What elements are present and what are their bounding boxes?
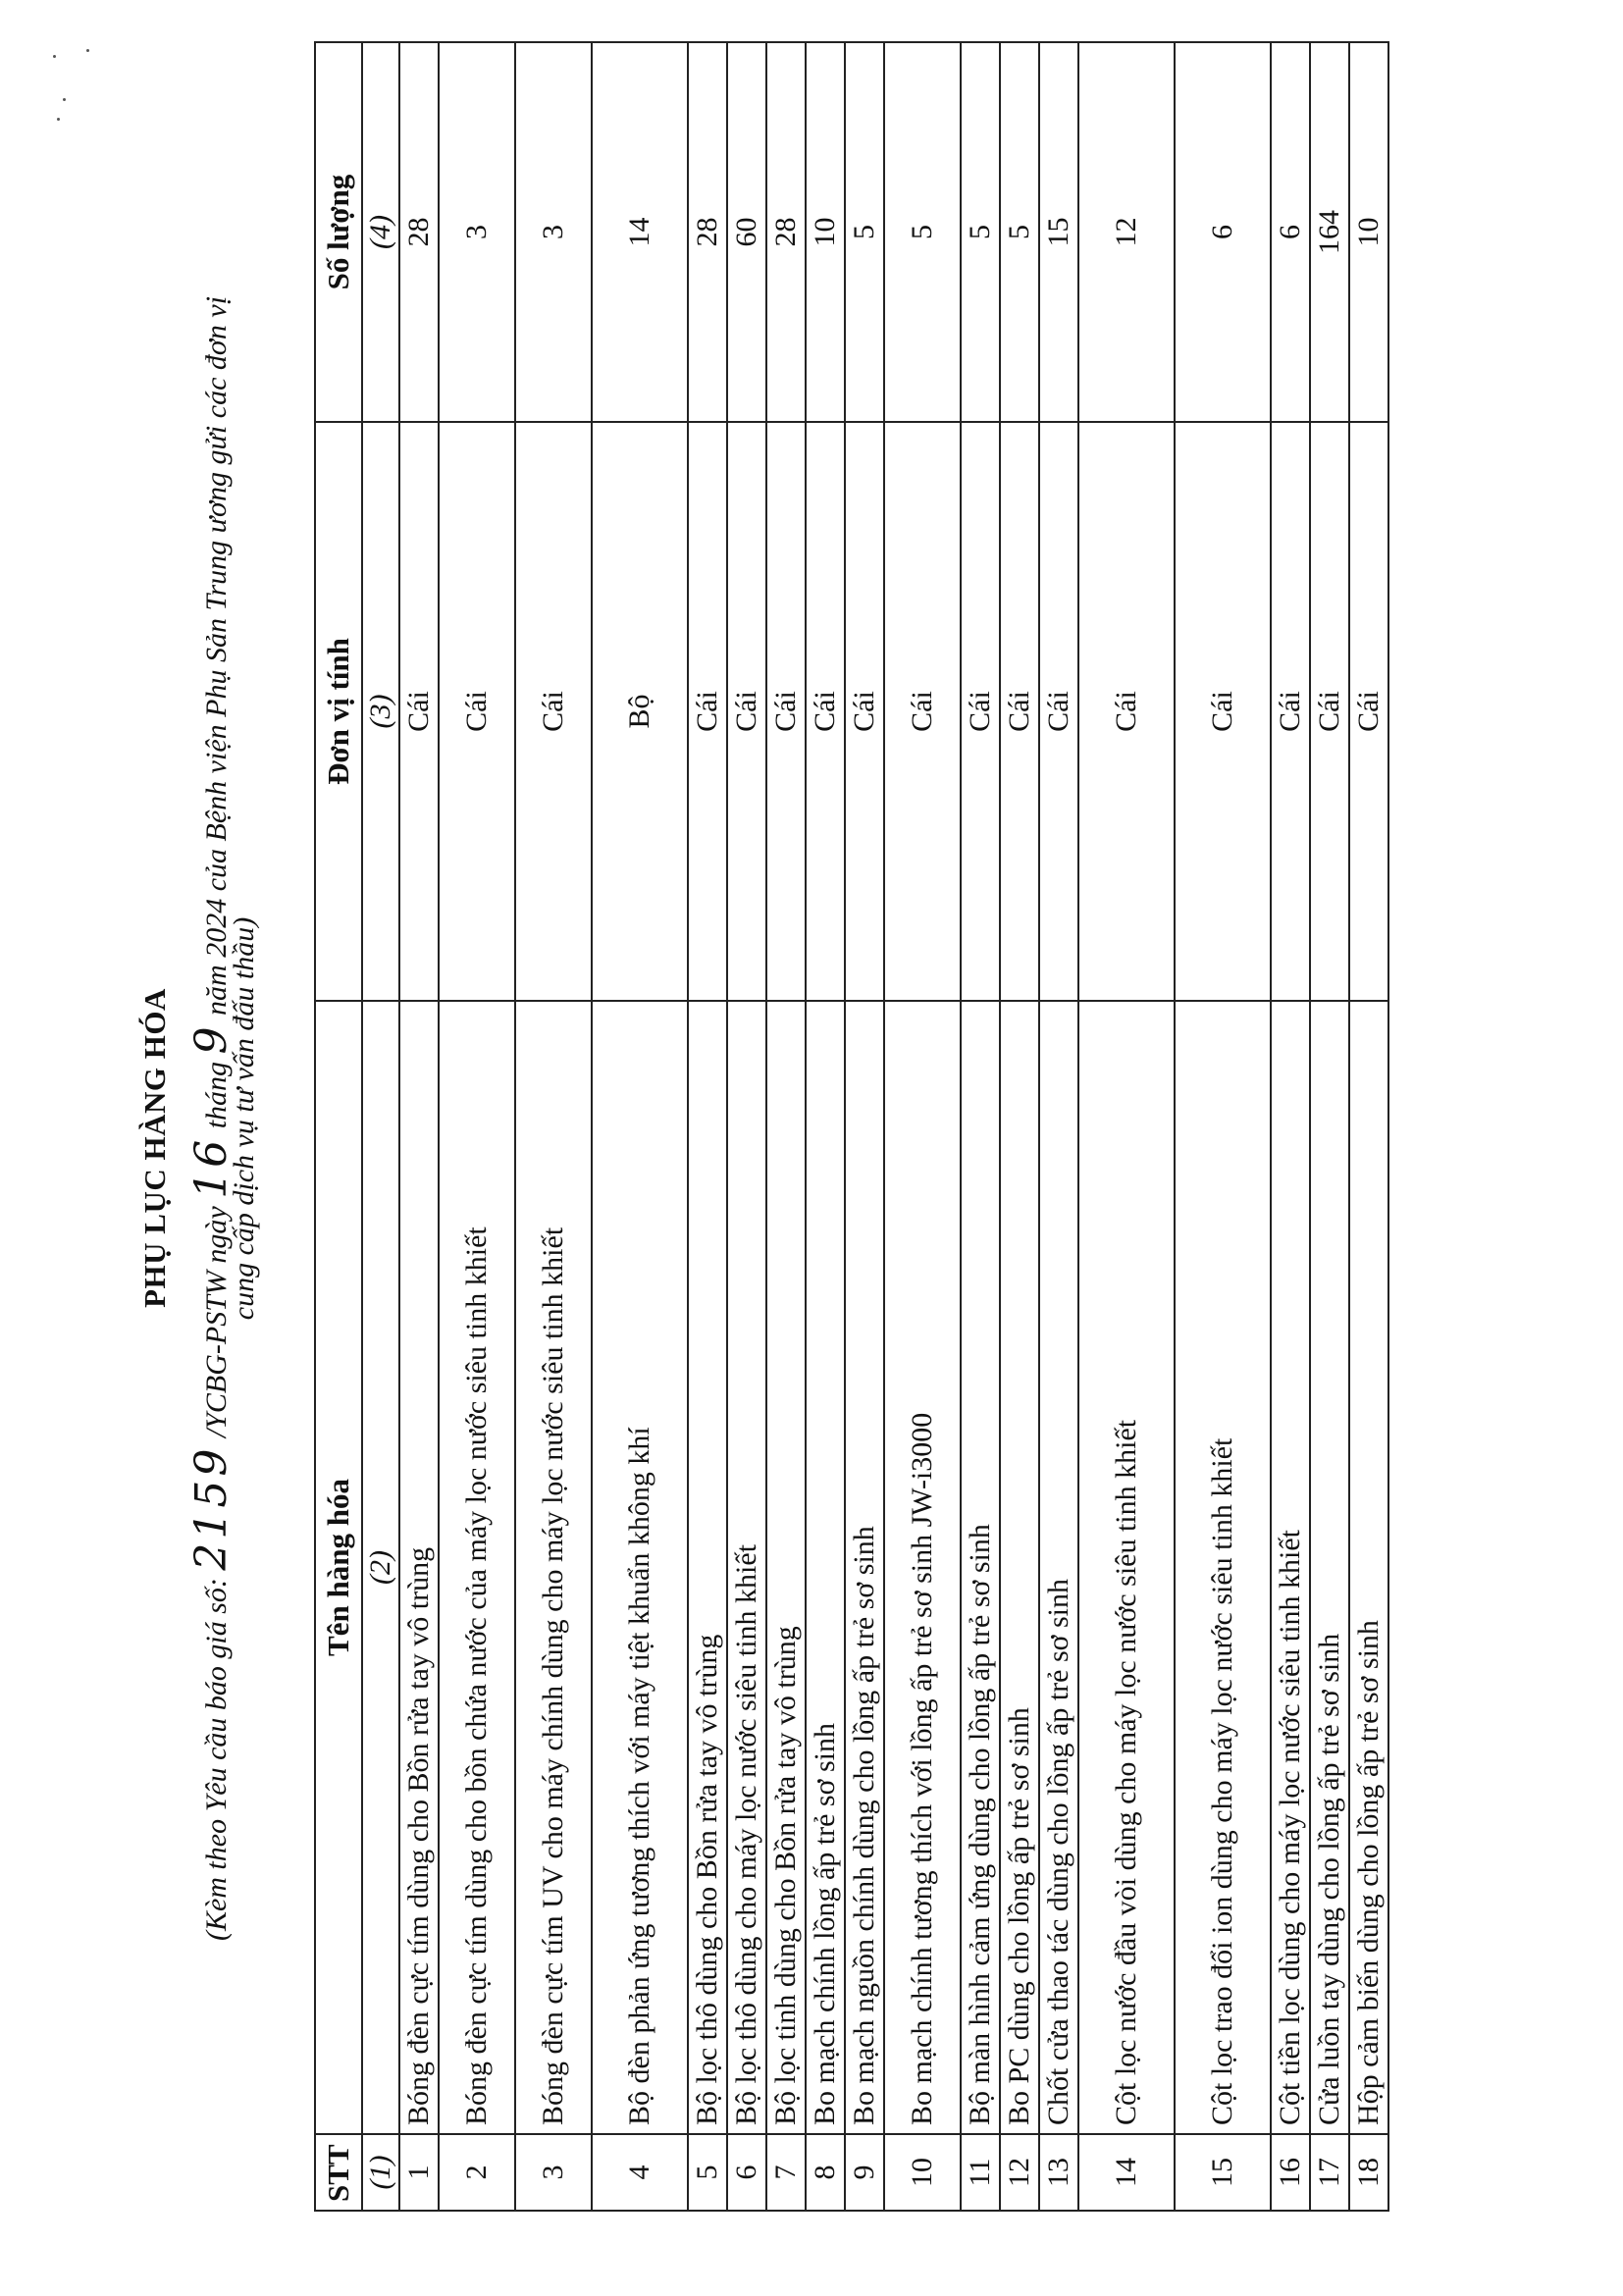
row-stt: 9 <box>845 2134 884 2211</box>
subtitle-mid-2: tháng <box>200 1061 233 1129</box>
row-unit: Cái <box>1039 422 1078 1001</box>
row-qty: 10 <box>806 42 845 422</box>
row-unit: Cái <box>1078 422 1175 1001</box>
row-unit: Cái <box>806 422 845 1001</box>
row-name: Bóng đèn cực tím dùng cho Bồn rửa tay vô trùng <box>399 1001 439 2134</box>
row-unit: Cái <box>688 422 727 1001</box>
row-name: Bộ lọc tinh dùng cho Bồn rửa tay vô trùng <box>766 1001 806 2134</box>
quote-number: 2159 <box>186 1444 236 1571</box>
table-row <box>399 42 439 2211</box>
table-row <box>806 42 845 2211</box>
row-name: Cửa luồn tay dùng cho lồng ấp trẻ sơ sinh <box>1310 1001 1349 2134</box>
row-stt: 16 <box>1271 2134 1310 2211</box>
row-unit: Cái <box>1271 422 1310 1001</box>
row-qty: 28 <box>399 42 439 422</box>
row-name: Bóng đèn cực tím UV cho máy chính dùng cho máy lọc nước siêu tinh khiết <box>515 1001 592 2134</box>
row-stt: 17 <box>1310 2134 1349 2211</box>
row-qty: 60 <box>727 42 766 422</box>
row-stt: 2 <box>439 2134 515 2211</box>
row-qty: 15 <box>1039 42 1078 422</box>
row-name: Bộ màn hình cảm ứng dùng cho lồng ấp trẻ sơ sinh <box>961 1001 1000 2134</box>
header-number-3: (3) <box>362 422 399 1001</box>
row-stt: 12 <box>1000 2134 1039 2211</box>
header-number-2: (2) <box>362 1001 399 2134</box>
header-qty: Số lượng <box>315 42 362 422</box>
row-name: Bộ lọc thô dùng cho máy lọc nước siêu tinh khiết <box>727 1001 766 2134</box>
row-unit: Cái <box>399 422 439 1001</box>
header-number-4: (4) <box>362 42 399 422</box>
row-unit: Cái <box>961 422 1000 1001</box>
table-row <box>1271 42 1310 2211</box>
subtitle-line-2: cung cấp dịch vụ tư vấn đấu thầu) <box>228 916 260 1321</box>
table-row <box>727 42 766 2211</box>
row-qty: 5 <box>845 42 884 422</box>
row-name: Cột tiền lọc dùng cho máy lọc nước siêu tinh khiết <box>1271 1001 1310 2134</box>
row-name: Bộ lọc thô dùng cho Bồn rửa tay vô trùng <box>688 1001 727 2134</box>
row-name: Bộ đèn phản ứng tương thích với máy tiệt khuẩn không khí <box>592 1001 688 2134</box>
row-qty: 6 <box>1271 42 1310 422</box>
quote-month: 9 <box>186 1022 236 1055</box>
row-qty: 164 <box>1310 42 1349 422</box>
row-stt: 15 <box>1175 2134 1271 2211</box>
row-name: Bo mạch nguồn chính dùng cho lồng ấp trẻ sơ sinh <box>845 1001 884 2134</box>
row-stt: 5 <box>688 2134 727 2211</box>
table-row <box>884 42 961 2211</box>
row-stt: 13 <box>1039 2134 1078 2211</box>
table-row <box>1349 42 1388 2211</box>
row-stt: 7 <box>766 2134 806 2211</box>
row-unit: Cái <box>845 422 884 1001</box>
table-row <box>515 42 592 2211</box>
row-stt: 11 <box>961 2134 1000 2211</box>
table-row <box>1175 42 1271 2211</box>
header-name: Tên hàng hóa <box>315 1001 362 2134</box>
row-unit: Bộ <box>592 422 688 1001</box>
row-qty: 3 <box>439 42 515 422</box>
row-qty: 12 <box>1078 42 1175 422</box>
table-row <box>688 42 727 2211</box>
row-name: Cột lọc trao đổi ion dùng cho máy lọc nước siêu tinh khiết <box>1175 1001 1271 2134</box>
row-unit: Cái <box>515 422 592 1001</box>
row-unit: Cái <box>1000 422 1039 1001</box>
table-row <box>961 42 1000 2211</box>
page-title: PHỤ LỤC HÀNG HÓA <box>137 988 172 1308</box>
subtitle-suffix: năm 2024 của Bệnh viện Phụ Sản Trung ương gửi các đơn vị <box>200 295 233 1016</box>
row-stt: 3 <box>515 2134 592 2211</box>
row-stt: 10 <box>884 2134 961 2211</box>
subtitle-mid-1: /YCBG-PSTW ngày <box>200 1206 233 1438</box>
row-unit: Cái <box>884 422 961 1001</box>
row-unit: Cái <box>1175 422 1271 1001</box>
header-unit: Đơn vị tính <box>315 422 362 1001</box>
row-qty: 5 <box>884 42 961 422</box>
row-stt: 18 <box>1349 2134 1388 2211</box>
header-stt: STT <box>315 2134 362 2211</box>
row-stt: 14 <box>1078 2134 1175 2211</box>
row-qty: 14 <box>592 42 688 422</box>
row-name: Chốt cửa thao tác dùng cho lồng ấp trẻ sơ sinh <box>1039 1001 1078 2134</box>
row-stt: 1 <box>399 2134 439 2211</box>
row-name: Bo PC dùng cho lồng ấp trẻ sơ sinh <box>1000 1001 1039 2134</box>
row-unit: Cái <box>766 422 806 1001</box>
table-row <box>1039 42 1078 2211</box>
row-qty: 28 <box>688 42 727 422</box>
table-row <box>1078 42 1175 2211</box>
row-qty: 3 <box>515 42 592 422</box>
row-unit: Cái <box>1349 422 1388 1001</box>
table-row <box>845 42 884 2211</box>
quote-day: 16 <box>186 1135 236 1199</box>
row-unit: Cái <box>1310 422 1349 1001</box>
goods-table <box>314 41 1389 2212</box>
row-stt: 6 <box>727 2134 766 2211</box>
row-qty: 10 <box>1349 42 1388 422</box>
row-name: Bo mạch chính tương thích với lồng ấp trẻ sơ sinh JW-i3000 <box>884 1001 961 2134</box>
row-qty: 6 <box>1175 42 1271 422</box>
table-row <box>439 42 515 2211</box>
table-row <box>1310 42 1349 2211</box>
row-unit: Cái <box>727 422 766 1001</box>
row-name: Hộp cảm biến dùng cho lồng ấp trẻ sơ sinh <box>1349 1001 1388 2134</box>
row-qty: 5 <box>961 42 1000 422</box>
header-number-1: (1) <box>362 2134 399 2211</box>
row-unit: Cái <box>439 422 515 1001</box>
table-row <box>592 42 688 2211</box>
table-row <box>766 42 806 2211</box>
row-stt: 8 <box>806 2134 845 2211</box>
row-stt: 4 <box>592 2134 688 2211</box>
table-row <box>1000 42 1039 2211</box>
row-name: Bo mạch chính lồng ấp trẻ sơ sinh <box>806 1001 845 2134</box>
row-name: Cột lọc nước đầu vòi dùng cho máy lọc nước siêu tinh khiết <box>1078 1001 1175 2134</box>
row-qty: 28 <box>766 42 806 422</box>
row-name: Bóng đèn cực tím dùng cho bồn chứa nước của máy lọc nước siêu tinh khiết <box>439 1001 515 2134</box>
subtitle-prefix: (Kèm theo Yêu cầu báo giá số: <box>200 1578 233 1942</box>
row-qty: 5 <box>1000 42 1039 422</box>
